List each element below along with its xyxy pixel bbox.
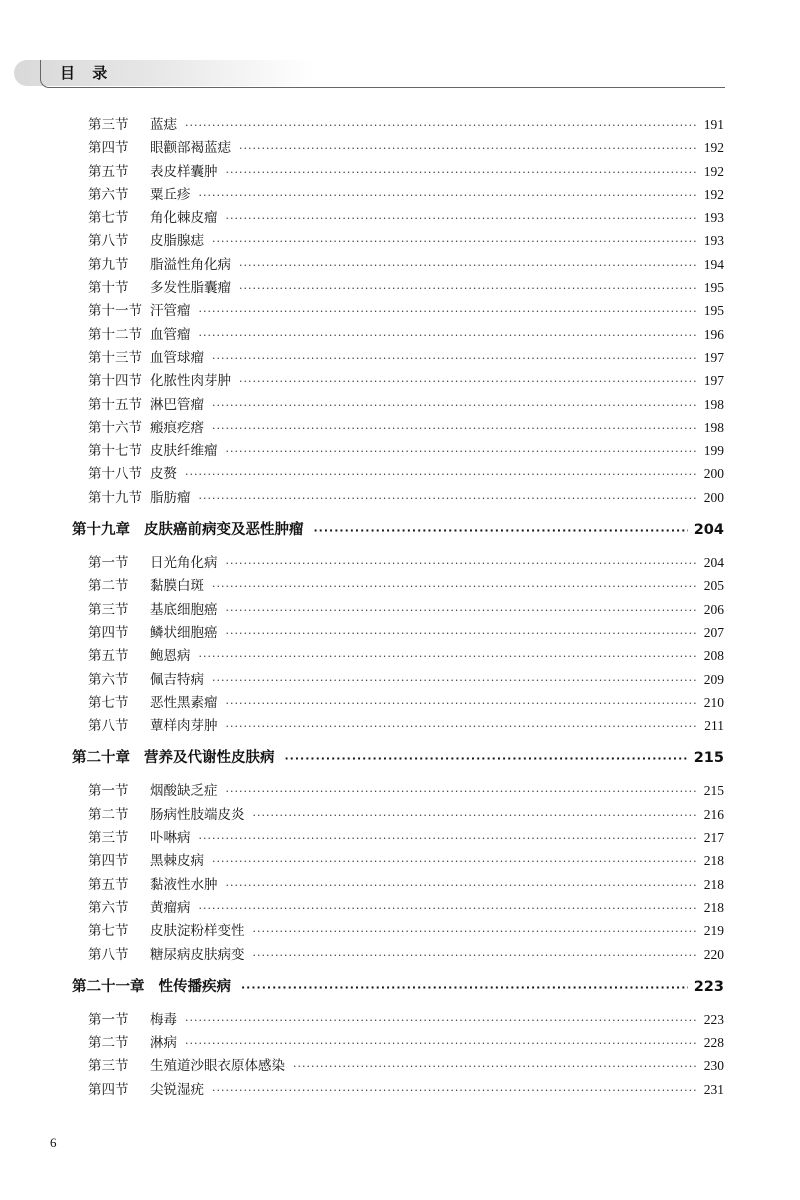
toc-section-entry[interactable]: [72, 803, 724, 826]
dot-leader: [212, 422, 698, 435]
section-number: 第十五节: [88, 396, 142, 413]
section-page-number: 195: [703, 280, 724, 296]
section-page-number: 223: [703, 1011, 724, 1027]
section-page-number: 231: [703, 1081, 724, 1097]
header-title: 目 录: [60, 64, 114, 82]
section-number: 第一节: [88, 783, 129, 800]
section-title: 基底细胞癌: [150, 601, 218, 618]
dot-leader: [241, 981, 688, 994]
section-number: 第十四节: [88, 373, 142, 390]
dot-leader: [253, 949, 698, 962]
toc-section-entry[interactable]: [72, 299, 724, 322]
dot-leader: [199, 329, 698, 342]
toc-section-entry[interactable]: [72, 369, 724, 392]
section-number: 第四节: [88, 853, 129, 870]
section-page-number: 193: [703, 210, 724, 226]
section-page-number: 220: [703, 946, 724, 962]
dot-leader: [226, 557, 698, 570]
header-rule: [54, 87, 725, 88]
page-number: 6: [50, 1135, 57, 1150]
toc-section-entry[interactable]: [72, 574, 724, 597]
section-title: 皮肤纤维瘤: [150, 443, 218, 460]
section-title: 肠病性肢端皮炎: [150, 806, 245, 823]
chapter-title: 皮肤癌前病变及恶性肿瘤: [144, 522, 304, 539]
dot-leader: [239, 375, 698, 388]
section-page-number: 193: [703, 233, 724, 249]
toc-chapter-entry[interactable]: [72, 518, 724, 542]
section-number: 第八节: [88, 233, 129, 250]
toc-section-entry[interactable]: [72, 873, 724, 896]
section-title: 淋巴管瘤: [150, 396, 204, 413]
section-title: 表皮样囊肿: [150, 163, 218, 180]
section-number: 第三节: [88, 830, 129, 847]
toc-section-entry[interactable]: [72, 621, 724, 644]
section-title: 佩吉特病: [150, 671, 204, 688]
section-number: 第五节: [88, 648, 129, 665]
section-title: 尖锐湿疣: [150, 1081, 204, 1098]
dot-leader: [285, 752, 688, 765]
toc-chapter-entry[interactable]: [72, 975, 724, 999]
dot-leader: [185, 1014, 698, 1027]
section-number: 第六节: [88, 899, 129, 916]
section-page-number: 205: [703, 578, 724, 594]
section-page-number: 218: [703, 853, 724, 869]
section-number: 第十节: [88, 280, 129, 297]
chapter-title: 营养及代谢性皮肤病: [144, 750, 275, 767]
section-number: 第十二节: [88, 326, 142, 343]
toc-section-entry[interactable]: [72, 276, 724, 299]
section-title: 多发性脂囊瘤: [150, 280, 231, 297]
section-title: 血管球瘤: [150, 349, 204, 366]
toc-section-entry[interactable]: [72, 416, 724, 439]
section-title: 恶性黑素瘤: [150, 694, 218, 711]
section-title: 蓝痣: [150, 117, 177, 133]
section-number: 第五节: [88, 163, 129, 180]
section-number: 第八节: [88, 718, 129, 735]
dot-leader: [212, 580, 698, 593]
section-number: 第十七节: [88, 443, 142, 460]
section-page-number: 219: [703, 923, 724, 939]
table-of-contents: [72, 113, 724, 1101]
section-title: 烟酸缺乏症: [150, 783, 218, 800]
section-title: 糖尿病皮肤病变: [150, 946, 245, 963]
toc-section-entry[interactable]: [72, 896, 724, 919]
section-page-number: 196: [703, 326, 724, 342]
dot-leader: [212, 855, 698, 868]
page-header: [14, 56, 725, 90]
dot-leader: [226, 445, 698, 458]
section-title: 瘢痕疙瘩: [150, 419, 204, 436]
section-title: 日光角化病: [150, 555, 218, 572]
section-title: 脂肪瘤: [150, 489, 191, 506]
toc-section-entry[interactable]: [72, 1078, 724, 1101]
section-number: 第六节: [88, 186, 129, 203]
section-page-number: 197: [703, 349, 724, 365]
toc-section-entry[interactable]: [72, 439, 724, 462]
section-page-number: 210: [703, 694, 724, 710]
dot-leader: [239, 259, 698, 272]
toc-section-entry[interactable]: [72, 668, 724, 691]
toc-section-entry[interactable]: [72, 486, 724, 509]
section-number: 第四节: [88, 1081, 129, 1098]
section-title: 皮赘: [150, 466, 177, 483]
toc-section-entry[interactable]: [72, 346, 724, 369]
section-title: 鲍恩病: [150, 648, 191, 665]
toc-section-entry[interactable]: [72, 849, 724, 872]
section-number: 第七节: [88, 210, 129, 227]
section-title: 黑棘皮病: [150, 853, 204, 870]
section-number: 第四节: [88, 140, 129, 157]
section-page-number: 209: [703, 671, 724, 687]
section-number: 第七节: [88, 923, 129, 940]
toc-section-entry[interactable]: [72, 462, 724, 485]
section-page-number: 215: [703, 783, 724, 799]
toc-section-entry[interactable]: [72, 714, 724, 737]
toc-section-entry[interactable]: [72, 253, 724, 276]
toc-section-entry[interactable]: [72, 183, 724, 206]
section-number: 第十一节: [88, 303, 142, 320]
dot-leader: [253, 809, 698, 822]
toc-section-entry[interactable]: [72, 826, 724, 849]
dot-leader: [199, 902, 698, 915]
chapter-title: 性传播疾病: [158, 978, 231, 995]
toc-section-entry[interactable]: [72, 113, 724, 136]
chapter-number: 第二十章: [72, 750, 130, 767]
section-number: 第三节: [88, 1058, 129, 1075]
section-number: 第一节: [88, 555, 129, 572]
section-title: 皮肤淀粉样变性: [150, 923, 245, 940]
toc-chapter-entry[interactable]: [72, 746, 724, 770]
section-number: 第十三节: [88, 349, 142, 366]
section-number: 第二节: [88, 1035, 129, 1052]
section-title: 化脓性肉芽肿: [150, 373, 231, 390]
section-title: 汗管瘤: [150, 303, 191, 320]
section-page-number: 199: [703, 443, 724, 459]
dot-leader: [226, 785, 698, 798]
dot-leader: [314, 524, 688, 537]
dot-leader: [212, 1084, 698, 1097]
section-page-number: 198: [703, 419, 724, 435]
section-number: 第一节: [88, 1011, 129, 1028]
section-number: 第七节: [88, 694, 129, 711]
toc-section-entry[interactable]: [72, 1054, 724, 1077]
toc-section-entry[interactable]: [72, 1031, 724, 1054]
section-title: 脂溢性角化病: [150, 256, 231, 273]
section-number: 第十六节: [88, 419, 142, 436]
section-number: 第四节: [88, 624, 129, 641]
section-number: 第三节: [88, 117, 129, 133]
dot-leader: [226, 627, 698, 640]
section-page-number: 211: [704, 718, 724, 734]
section-page-number: 217: [703, 830, 724, 846]
dot-leader: [212, 399, 698, 412]
dot-leader: [226, 720, 699, 733]
section-number: 第五节: [88, 876, 129, 893]
section-number: 第九节: [88, 256, 129, 273]
section-page-number: 216: [703, 806, 724, 822]
chapter-page-number: 223: [693, 978, 724, 995]
section-page-number: 230: [703, 1058, 724, 1074]
section-page-number: 208: [703, 648, 724, 664]
toc-section-entry[interactable]: [72, 644, 724, 667]
toc-section-entry[interactable]: [72, 779, 724, 802]
toc-section-entry[interactable]: [72, 160, 724, 183]
toc-section-entry[interactable]: [72, 551, 724, 574]
toc-section-entry[interactable]: [72, 691, 724, 714]
section-page-number: 206: [703, 601, 724, 617]
section-page-number: 194: [703, 256, 724, 272]
dot-leader: [239, 282, 698, 295]
toc-section-entry[interactable]: [72, 323, 724, 346]
section-number: 第二节: [88, 806, 129, 823]
toc-section-entry[interactable]: [72, 229, 724, 252]
section-number: 第十八节: [88, 466, 142, 483]
section-page-number: 198: [703, 396, 724, 412]
section-title: 皮脂腺痣: [150, 233, 204, 250]
section-title: 黏液性水肿: [150, 876, 218, 893]
dot-leader: [239, 142, 698, 155]
dot-leader: [293, 1060, 698, 1073]
chapter-number: 第十九章: [72, 522, 130, 539]
dot-leader: [185, 468, 698, 481]
section-title: 眼颧部褐蓝痣: [150, 140, 231, 157]
section-title: 鳞状细胞癌: [150, 624, 218, 641]
toc-section-entry[interactable]: [72, 598, 724, 621]
dot-leader: [226, 697, 698, 710]
section-title: 梅毒: [150, 1011, 177, 1028]
dot-leader: [226, 604, 698, 617]
section-page-number: 200: [703, 489, 724, 505]
section-number: 第六节: [88, 671, 129, 688]
section-page-number: 192: [703, 140, 724, 156]
dot-leader: [212, 235, 698, 248]
chapter-page-number: 204: [693, 522, 724, 539]
section-page-number: 192: [703, 163, 724, 179]
dot-leader: [226, 879, 698, 892]
toc-section-entry[interactable]: [72, 943, 724, 966]
dot-leader: [199, 189, 698, 202]
section-number: 第二节: [88, 578, 129, 595]
section-page-number: 218: [703, 876, 724, 892]
section-page-number: 192: [703, 186, 724, 202]
section-title: 血管瘤: [150, 326, 191, 343]
section-page-number: 228: [703, 1035, 724, 1051]
section-title: 黄瘤病: [150, 899, 191, 916]
section-page-number: 195: [703, 303, 724, 319]
dot-leader: [185, 1037, 698, 1050]
section-title: 生殖道沙眼衣原体感染: [150, 1058, 285, 1075]
section-number: 第十九节: [88, 489, 142, 506]
section-title: 蕈样肉芽肿: [150, 718, 218, 735]
section-number: 第八节: [88, 946, 129, 963]
dot-leader: [212, 674, 698, 687]
section-title: 卟啉病: [150, 830, 191, 847]
section-page-number: 191: [703, 117, 724, 132]
section-title: 角化棘皮瘤: [150, 210, 218, 227]
section-page-number: 197: [703, 373, 724, 389]
dot-leader: [199, 492, 698, 505]
section-number: 第三节: [88, 601, 129, 618]
dot-leader: [253, 925, 698, 938]
chapter-page-number: 215: [693, 750, 724, 767]
dot-leader: [226, 212, 698, 225]
toc-section-entry[interactable]: [72, 1008, 724, 1031]
dot-leader: [212, 352, 698, 365]
section-title: 淋病: [150, 1035, 177, 1052]
dot-leader: [185, 119, 698, 132]
dot-leader: [226, 166, 698, 179]
section-title: 黏膜白斑: [150, 578, 204, 595]
section-page-number: 207: [703, 624, 724, 640]
toc-section-entry[interactable]: [72, 206, 724, 229]
dot-leader: [199, 650, 698, 663]
toc-section-entry[interactable]: [72, 136, 724, 159]
chapter-number: 第二十一章: [72, 978, 145, 995]
toc-section-entry[interactable]: [72, 393, 724, 416]
dot-leader: [199, 832, 698, 845]
section-title: 粟丘疹: [150, 186, 191, 203]
section-page-number: 218: [703, 899, 724, 915]
toc-section-entry[interactable]: [72, 919, 724, 942]
section-page-number: 200: [703, 466, 724, 482]
dot-leader: [199, 305, 698, 318]
section-page-number: 204: [703, 555, 724, 571]
